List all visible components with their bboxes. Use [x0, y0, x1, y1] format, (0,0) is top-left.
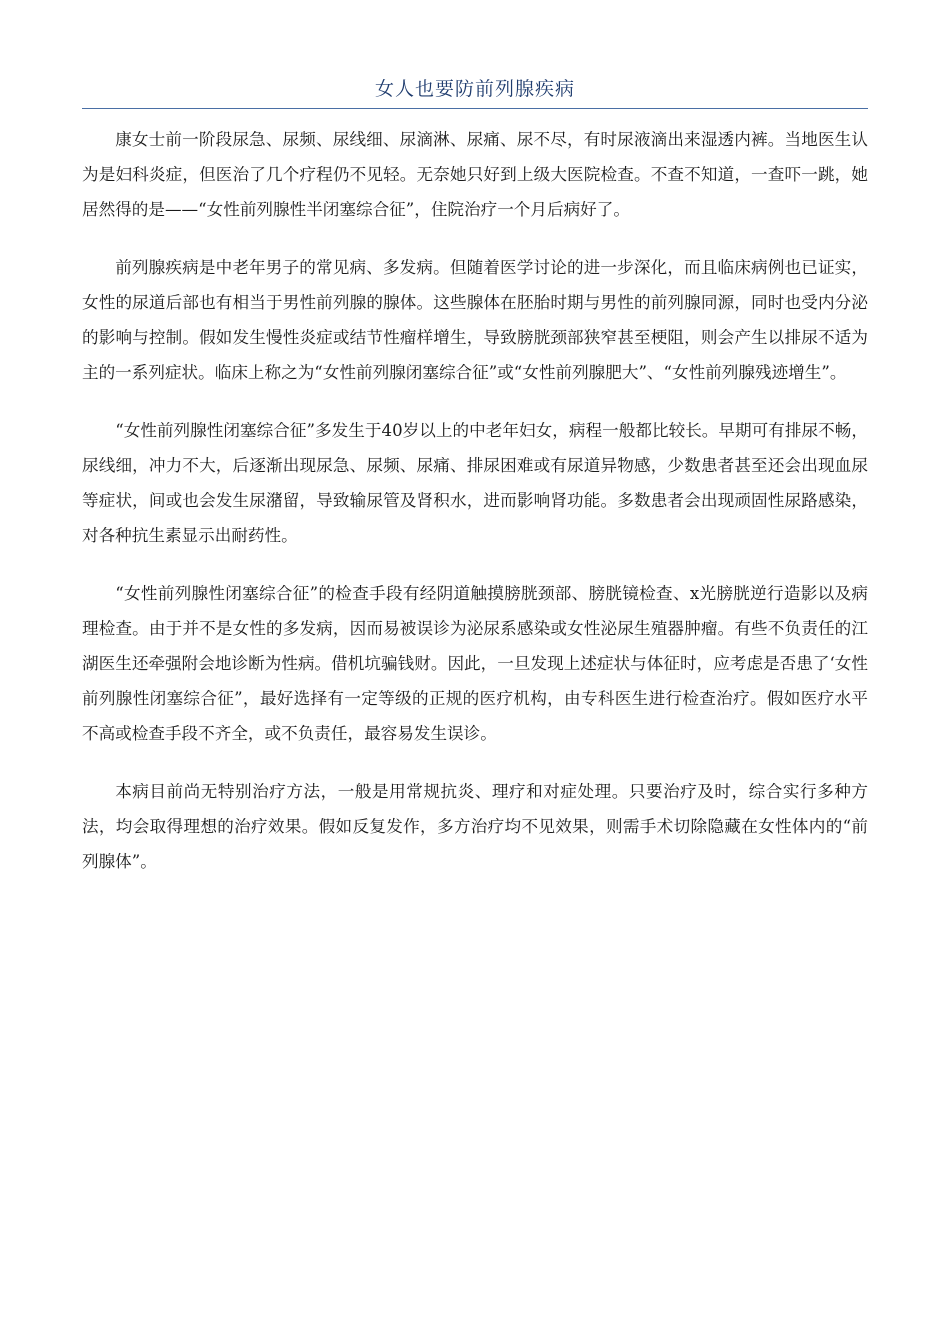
paragraph-treatment: 本病目前尚无特别治疗方法，一般是用常规抗炎、理疗和对症处理。只要治疗及时，综合实行多种方法，均会取得理想的治疗效果。假如反复发作，多方治疗均不见效果，则需手术切除隐藏在女性体内的“前列腺体”。 [82, 782, 868, 871]
paragraph-symptoms: “女性前列腺性闭塞综合征”多发生于40岁以上的中老年妇女，病程一般都比较长。早期可有排尿不畅，尿线细，冲力不大，后逐渐出现尿急、尿频、尿痛、排尿困难或有尿道异物感，少数患者甚至还会出现血尿等症状，间或也会发生尿潴留，导致输尿管及肾积水，进而影响肾功能。多数患者会出现顽固性尿路感染，对各种抗生素显示出耐药性。 [82, 421, 868, 545]
document-body [82, 122, 868, 902]
paragraph-diagnosis: “女性前列腺性闭塞综合征”的检查手段有经阴道触摸膀胱颈部、膀胱镜检查、x光膀胱逆行造影以及病理检查。由于并不是女性的多发病，因而易被误诊为泌尿系感染或女性泌尿生殖器肿瘤。有些不负责任的江湖医生还牵强附会地诊断为性病。借机坑骗钱财。因此，一旦发现上述症状与体征时，应考虑是否患了‘女性前列腺性闭塞综合征”，最好选择有一定等级的正规的医疗机构，由专科医生进行检查治疗。假如医疗水平不高或检查手段不齐全，或不负责任，最容易发生误诊。 [82, 584, 868, 743]
paragraph-case-intro: 康女士前一阶段尿急、尿频、尿线细、尿滴淋、尿痛、尿不尽，有时尿液滴出来湿透内裤。当地医生认为是妇科炎症，但医治了几个疗程仍不见轻。无奈她只好到上级大医院检查。不查不知道，一查吓一跳，她居然得的是——“女性前列腺性半闭塞综合征”，住院治疗一个月后病好了。 [82, 130, 868, 219]
document-title: 女人也要防前列腺疾病 [374, 78, 575, 100]
title-header [82, 76, 868, 109]
paragraph-background: 前列腺疾病是中老年男子的常见病、多发病。但随着医学讨论的进一步深化，而且临床病例也已证实，女性的尿道后部也有相当于男性前列腺的腺体。这些腺体在胚胎时期与男性的前列腺同源，同时也受内分泌的影响与控制。假如发生慢性炎症或结节性瘤样增生，导致膀胱颈部狭窄甚至梗阻，则会产生以排尿不适为主的一系列症状。临床上称之为“女性前列腺闭塞综合征”或“女性前列腺肥大”、“女性前列腺残迹增生”。 [82, 258, 868, 382]
